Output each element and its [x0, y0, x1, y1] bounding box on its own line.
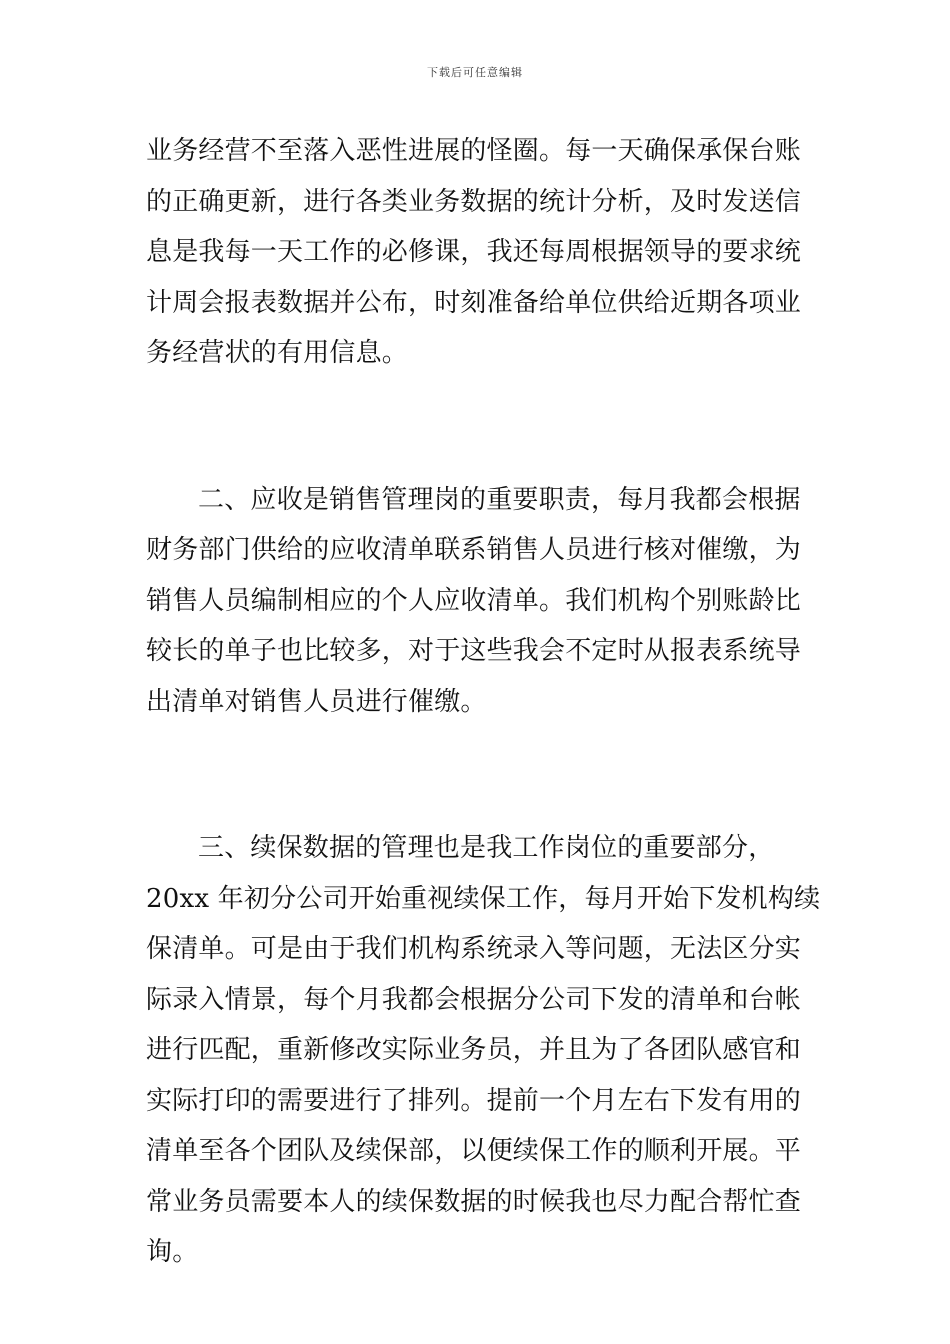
paragraph-line: 三、续保数据的管理也是我工作岗位的重要部分， [198, 833, 775, 863]
paragraph-line: 较长的单子也比较多，对于这些我会不定时从报表系统导 [146, 636, 802, 666]
paragraph-line: 常业务员需要本人的续保数据的时候我也尽力配合帮忙查 [146, 1186, 802, 1217]
paragraph-line: 20xx 年初分公司开始重视续保工作，每月开始下发机构续 [146, 883, 821, 914]
paragraph-line: 的正确更新，进行各类业务数据的统计分析，及时发送信 [146, 186, 802, 217]
paragraph-spacer [146, 727, 810, 823]
paragraph-1 [146, 126, 810, 379]
paragraph-line: 际录入情景，每个月我都会根据分公司下发的清单和台帐 [146, 984, 802, 1015]
document-body [146, 126, 821, 1278]
page-header: 下载后可任意编辑 [427, 66, 523, 79]
paragraph-3 [146, 823, 821, 1278]
paragraph-line: 务经营状的有用信息。 [146, 338, 409, 368]
paragraph-line: 保清单。可是由于我们机构系统录入等问题，无法区分实 [146, 934, 802, 964]
paragraph-line: 财务部门供给的应收清单联系销售人员进行核对催缴，为 [146, 535, 802, 565]
paragraph-line: 二、应收是销售管理岗的重要职责，每月我都会根据 [198, 484, 801, 515]
paragraph-line: 销售人员编制相应的个人应收清单。我们机构个别账龄比 [146, 585, 802, 616]
paragraph-line: 实际打印的需要进行了排列。提前一个月左右下发有用的 [146, 1085, 802, 1116]
paragraph-line: 息是我每一天工作的必修课，我还每周根据领导的要求统 [146, 237, 802, 267]
paragraph-line: 计周会报表数据并公布，时刻准备给单位供给近期各项业 [146, 287, 802, 318]
paragraph-line: 询。 [146, 1237, 199, 1267]
paragraph-line: 清单至各个团队及续保部，以便续保工作的顺利开展。平 [146, 1136, 802, 1166]
paragraph-2 [146, 475, 810, 728]
paragraph-line: 出清单对销售人员进行催缴。 [146, 686, 487, 717]
paragraph-spacer [146, 379, 810, 475]
paragraph-line: 业务经营不至落入恶性进展的怪圈。每一天确保承保台账 [146, 136, 802, 166]
paragraph-line: 进行匹配，重新修改实际业务员，并且为了各团队感官和 [146, 1035, 802, 1065]
